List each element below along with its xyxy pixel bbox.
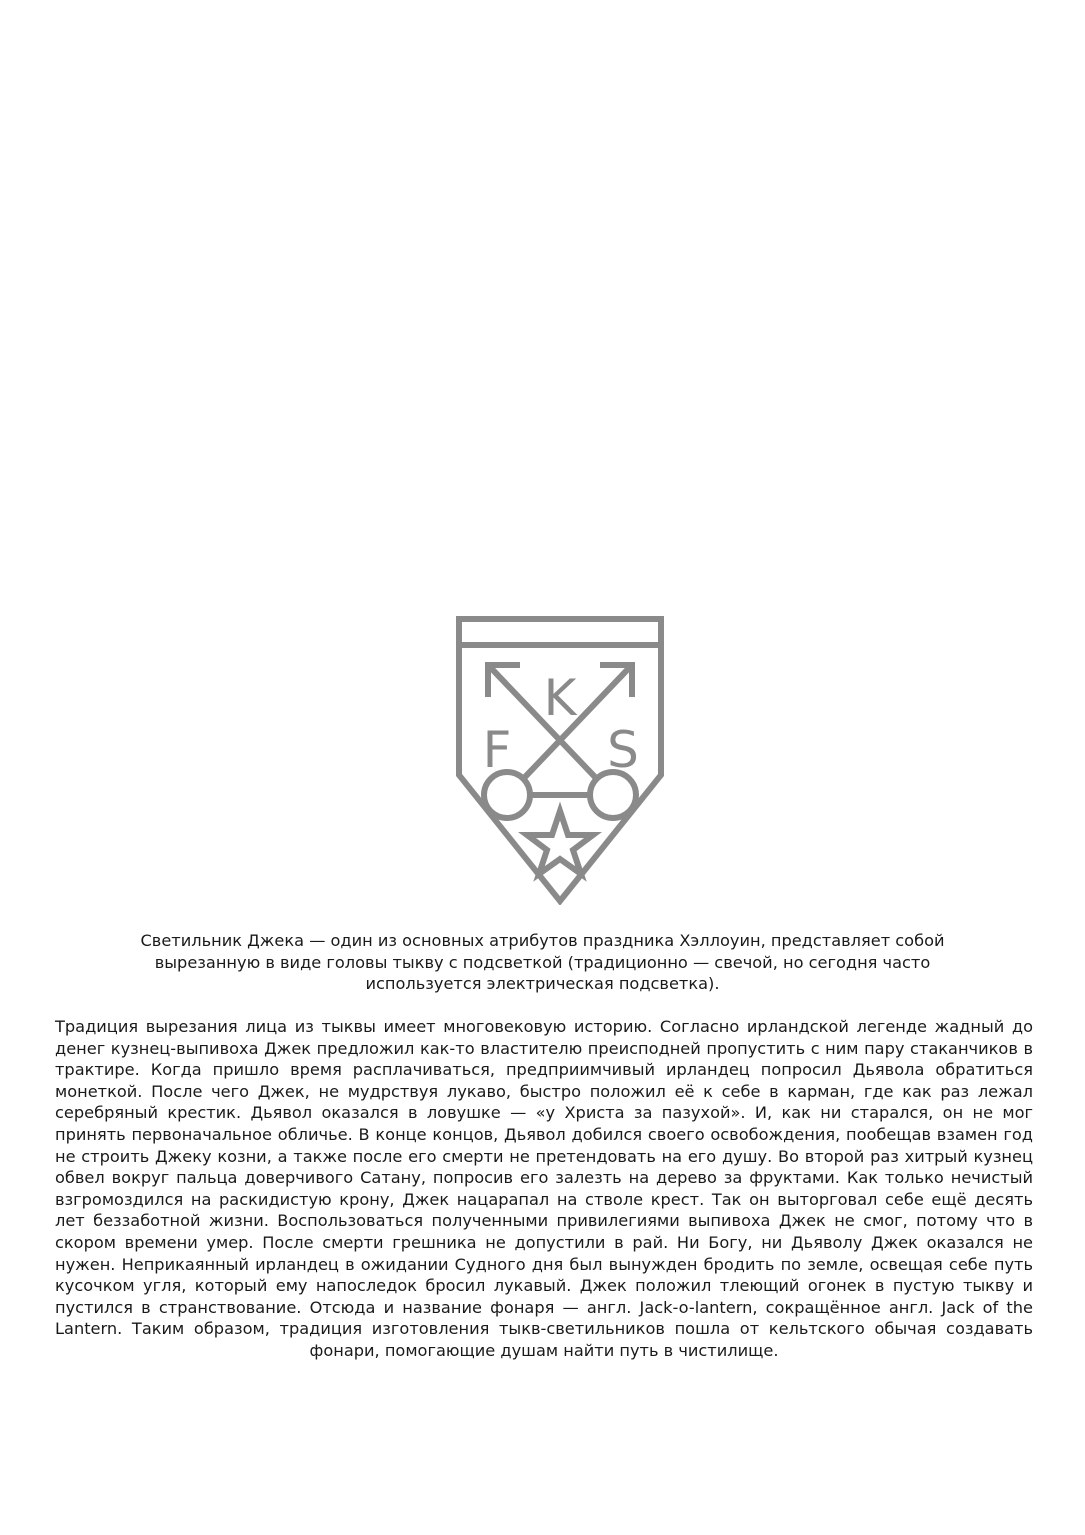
star-icon xyxy=(527,811,593,874)
logo-letter-s: S xyxy=(607,721,639,779)
intro-paragraph: Светильник Джека — один из основных атрибутов праздника Хэллоуин, представляет собой вырезанную в виде головы тыкву с подсветкой (традиционно — свечой, но сегодня часто используется электрическая подсветка). xyxy=(140,931,945,993)
logo-letter-f: F xyxy=(482,721,512,779)
shield-emblem-icon xyxy=(455,615,665,905)
story-paragraph: Традиция вырезания лица из тыквы имеет многовековую историю. Согласно ирландской легенде жадный до денег кузнец-выпивоха Джек предложил как-то властителю преисподней пропустить с ним пару стаканчиков в трактире. Когда пришло время расплачиваться, предприимчивый ирландец попросил Дьявола обратиться монеткой. После чего Джек, не мудрствуя лукаво, быстро положил её к себе в карман, где как раз лежал серебряный крестик. Дьявол оказался в ловушке — «у Христа за пазухой». И, как ни старался, он не мог принять первоначальное обличье. В конце концов, Дьявол добился своего освобождения, пообещав взамен год не строить Джеку козни, а также после его смерти не претендовать на его душу. Во второй раз хитрый кузнец обвел вокруг пальца доверчивого Сатану, попросив его залезть на дерево за фруктами. Как только нечистый взгромоздился на раскидистую крону, Джек нацарапал на стволе крест. Так он выторговал себе ещё десять лет беззаботной жизни. Воспользоваться полученными привилегиями выпивоха Джек не смог, потому что в скором времени умер. После смерти грешника не допустили в рай. Ни Богу, ни Дьяволу Джек оказался не нужен. Неприкаянный ирландец в ожидании Судного дня был вынужден бродить по земле, освещая себе путь кусочком угля, который ему напоследок бросил лукавый. Джек положил тлеющий огонек в пустую тыкву и пустился в странствование. Отсюда и название фонаря — англ. Jack-o-lantern, сокращённое англ. Jack of the Lantern. Таким образом, традиция изготовления тыкв-светильников пошла от кельтского обычая создавать фонари, помогающие душам найти путь в чистилище. xyxy=(55,1017,1033,1360)
shield-logo xyxy=(455,615,665,905)
logo-letter-k: K xyxy=(543,669,577,727)
